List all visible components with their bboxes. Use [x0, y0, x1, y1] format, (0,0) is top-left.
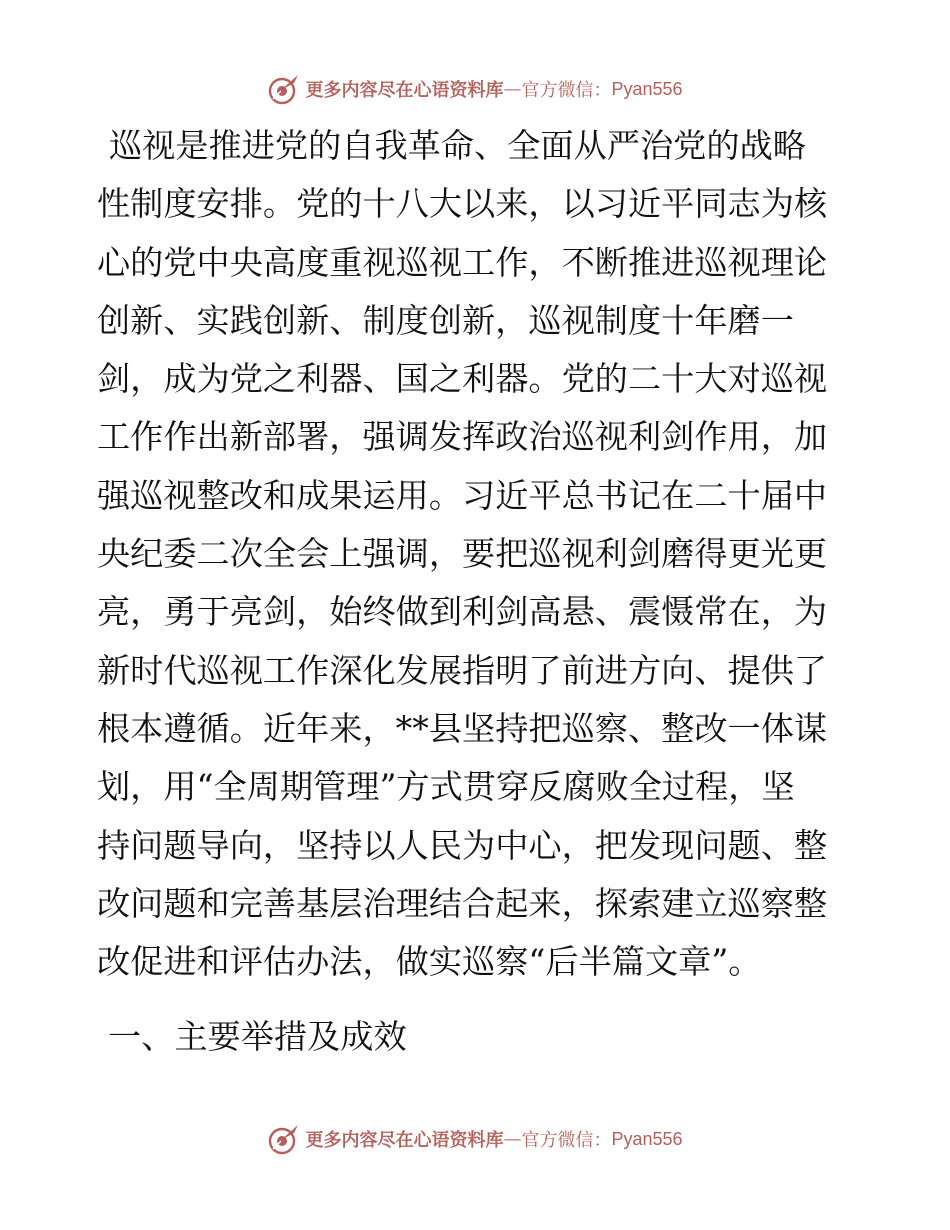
- paragraph-line: 工作作出新部署，强调发挥政治巡视利剑作用，加: [97, 417, 828, 457]
- watermark-wechat-id: Pyan556: [611, 1128, 683, 1149]
- paragraph-line: 改问题和完善基层治理结合起来，探索建立巡察整: [97, 883, 828, 923]
- paragraph-line: 亮，勇于亮剑，始终做到利剑高悬、震慑常在，为: [97, 592, 828, 632]
- paragraph-line: 持问题导向，坚持以人民为中心，把发现问题、整: [97, 825, 828, 865]
- paragraph-line: 巡视是推进党的自我革命、全面从严治党的战略: [109, 126, 806, 165]
- quill-logo-icon: [267, 72, 301, 106]
- watermark-dash: —: [503, 1128, 522, 1150]
- paragraph-line: 心的党中央高度重视巡视工作，不断推进巡视理论: [97, 242, 828, 282]
- watermark-label: 官方微信：: [521, 80, 612, 101]
- paragraph-line: 创新、实践创新、制度创新，巡视制度十年磨一: [97, 300, 794, 340]
- watermark-dash: —: [503, 78, 522, 100]
- watermark-wechat-id: Pyan556: [611, 78, 683, 99]
- paragraph-line: 强巡视整改和成果运用。习近平总书记在二十届中: [97, 475, 828, 515]
- header-watermark: [0, 72, 950, 106]
- quill-logo-icon: [267, 1122, 301, 1156]
- watermark-brand: 更多内容尽在心语资料库: [305, 80, 504, 101]
- paragraph-line: 根本遵循。近年来，**县坚持把巡察、整改一体谋: [97, 708, 828, 748]
- paragraph-line: 改促进和评估办法，做实巡察“后半篇文章”。: [97, 942, 762, 982]
- paragraph-line: 央纪委二次全会上强调，要把巡视利剑磨得更光更: [97, 534, 828, 574]
- watermark-brand: 更多内容尽在心语资料库: [305, 1130, 504, 1151]
- paragraph-line: 剑，成为党之利器、国之利器。党的二十大对巡视: [97, 359, 828, 399]
- section-heading: 一、主要举措及成效: [108, 1017, 407, 1056]
- paragraph-line: 新时代巡视工作深化发展指明了前进方向、提供了: [97, 650, 828, 690]
- paragraph-line: 性制度安排。党的十八大以来，以习近平同志为核: [97, 184, 828, 224]
- body-paragraph: [97, 117, 849, 991]
- footer-watermark: [0, 1122, 950, 1156]
- watermark-label: 官方微信：: [521, 1130, 612, 1151]
- paragraph-line: 划，用“全周期管理”方式贯穿反腐败全过程，坚: [97, 767, 795, 807]
